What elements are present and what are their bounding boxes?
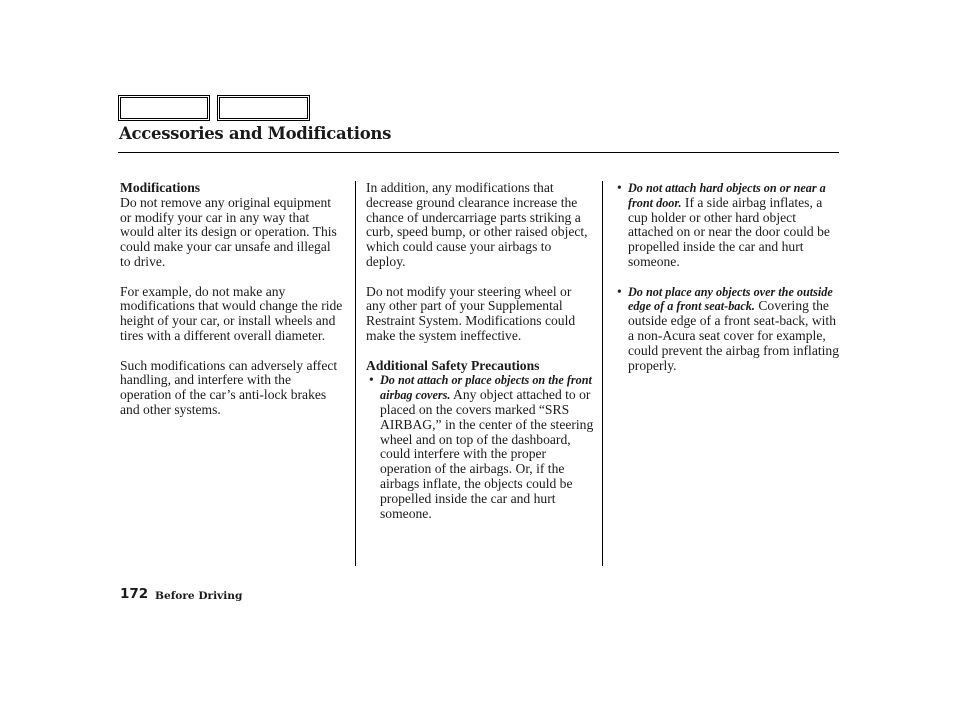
section-heading-modifications: Modifications <box>120 180 201 195</box>
bullet-marker: • <box>617 283 622 299</box>
section-heading-safety-precautions: Additional Safety Precautions <box>366 357 540 373</box>
bullet-lead-text: Do not place any objects over the outside edge of a front seat-back. <box>628 284 833 314</box>
paragraph-modifications-2: For example, do not make any modifications that would change the ride height of your car, or install wheels and tires with a different overall diameter. <box>120 283 343 343</box>
nav-tab-next[interactable] <box>217 95 310 121</box>
bullet-lead-text: Do not attach hard objects on or near a front door. <box>628 181 826 210</box>
page-title: Accessories and Modifications <box>119 124 392 143</box>
column-2 <box>366 181 594 536</box>
paragraph-modifications-3: Such modifications can adversely affect handling, and interfere with the operation of the car’s anti-lock brakes and other systems. <box>120 357 338 417</box>
column-divider <box>602 181 603 566</box>
bullet-front-door <box>617 181 841 270</box>
title-divider <box>118 152 839 153</box>
column-1 <box>120 181 344 433</box>
paragraph-modifications-1: Do not remove any original equipment or modify your car in any way that would alter its design or operation. This could make your car unsafe and illegal to drive. <box>120 194 337 269</box>
paragraph-ground-clearance: In addition, any modifications that decrease ground clearance increase the chance of undercarriage parts striking a curb, speed bump, or other raised object, which could cause your airbags to deploy. <box>366 180 588 269</box>
bullet-body-text: Covering the outside edge of a front seat-back, with a non-Acura seat cover for example, could prevent the airbag from inflating properly. <box>628 298 840 373</box>
nav-tab-previous[interactable] <box>118 95 210 121</box>
page-number: 172 <box>120 586 149 602</box>
bullet-seat-back <box>617 285 841 374</box>
bullet-body-text: If a side airbag inflates, a cup holder or other hard object attached on or near the door could be propelled inside the car and hurt someone. <box>628 194 830 269</box>
bullet-marker: • <box>369 372 374 388</box>
bullet-marker: • <box>617 180 622 195</box>
bullet-front-airbag-covers <box>366 373 594 521</box>
bullet-lead-text: Do not attach or place objects on the front airbag covers. <box>380 373 592 403</box>
column-divider <box>355 181 356 566</box>
paragraph-steering-wheel: Do not modify your steering wheel or any other part of your Supplemental Restraint System. Modifications could make the system ineffective. <box>366 283 576 343</box>
column-3 <box>617 181 841 388</box>
footer-section-label: Before Driving <box>155 590 243 602</box>
bullet-body-text: Any object attached to or placed on the covers marked “SRS AIRBAG,” in the center of the steering wheel and on top of the dashboard, could interfere with the proper operation of the airbags. Or, if the airbags inflate, the objects could be propelled inside the car and hurt someone. <box>380 387 594 521</box>
